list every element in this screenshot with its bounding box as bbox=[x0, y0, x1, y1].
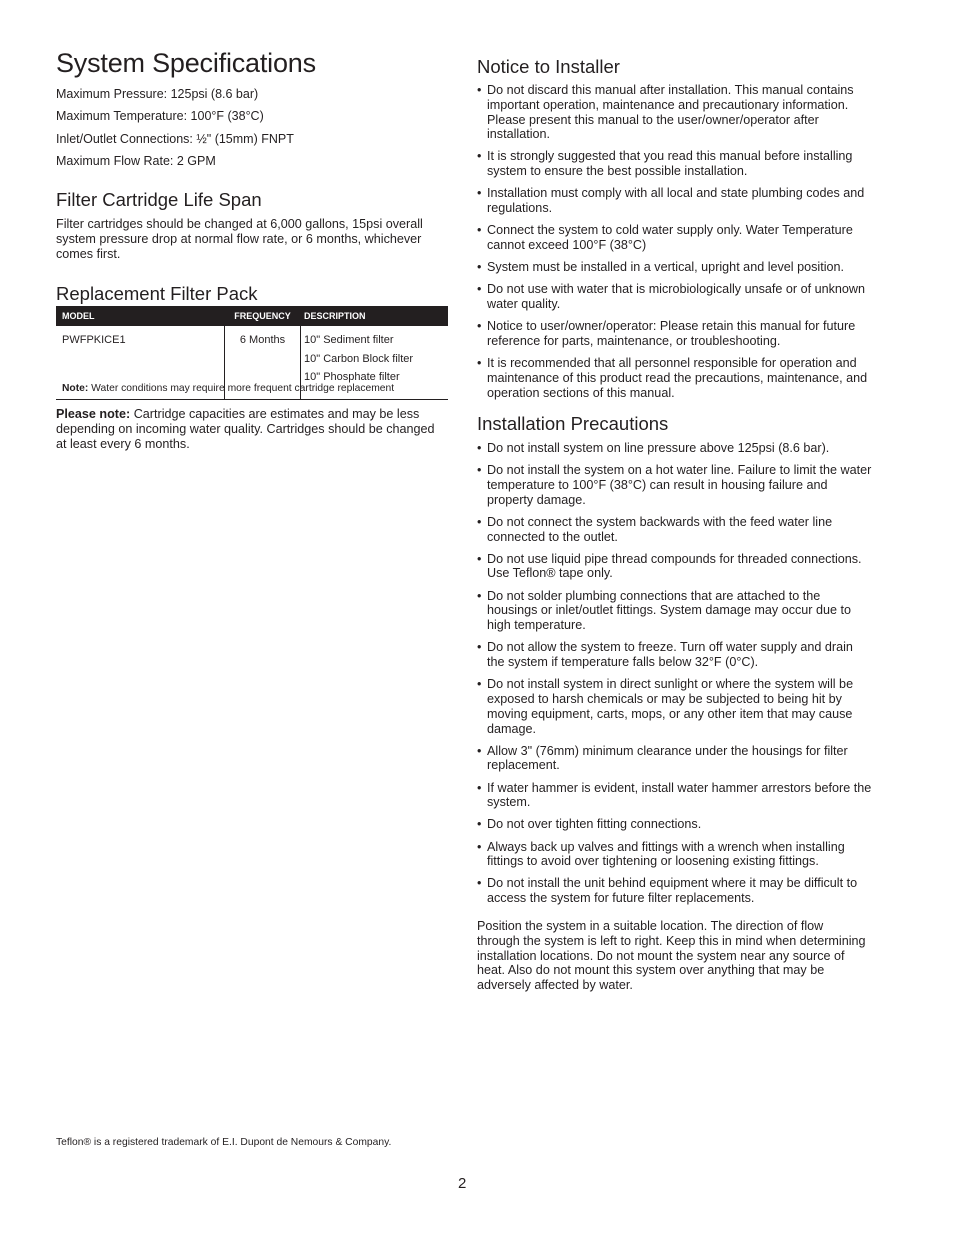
replacement-title: Replacement Filter Pack bbox=[56, 283, 258, 304]
spec-pressure: Maximum Pressure: 125psi (8.6 bar) bbox=[56, 87, 259, 101]
note-label: Note: bbox=[62, 383, 89, 394]
note-text: Water conditions may require more frequent cartridge replacement bbox=[88, 383, 395, 394]
list-item: • Do not use liquid pipe thread compounds for threaded connections. Use Teflon® tape only. bbox=[477, 552, 872, 582]
description-item: 10" Phosphate filter bbox=[304, 371, 400, 383]
page-number: 2 bbox=[458, 1175, 467, 1192]
list-item: • Do not over tighten fitting connections. bbox=[477, 817, 872, 832]
list-item: • Do not connect the system backwards with the feed water line connected to the outlet. bbox=[477, 515, 872, 545]
table-header-row bbox=[56, 306, 448, 326]
cell-model: PWFPKICE1 bbox=[62, 334, 126, 346]
header-model: MODEL bbox=[62, 311, 95, 321]
list-item: • It is recommended that all personnel responsible for operation and maintenance of this product read the precautions, maintenance, and operation sections of this manual. bbox=[477, 356, 872, 400]
list-item: • Do not allow the system to freeze. Turn off water supply and drain the system if temperature falls below 32°F (0°C). bbox=[477, 640, 872, 670]
header-frequency: FREQUENCY bbox=[234, 311, 291, 321]
list-item: • Always back up valves and fittings with a wrench when installing fittings to avoid over tightening or loosening existing fittings. bbox=[477, 840, 872, 870]
description-item: 10" Sediment filter bbox=[304, 334, 394, 346]
list-item: • Do not install system in direct sunlight or where the system will be exposed to harsh chemicals or may be subjected to being hit by moving equipment, carts, mops, or any other item that may cause damage. bbox=[477, 677, 872, 736]
system-specs-title: System Specifications bbox=[56, 48, 316, 78]
please-note-label: Please note: bbox=[56, 407, 131, 421]
spec-flow-rate: Maximum Flow Rate: 2 GPM bbox=[56, 154, 216, 168]
life-span-title: Filter Cartridge Life Span bbox=[56, 189, 262, 210]
list-item: • Allow 3" (76mm) minimum clearance under the housings for filter replacement. bbox=[477, 744, 872, 774]
list-item: • Do not install system on line pressure above 125psi (8.6 bar). bbox=[477, 441, 872, 456]
please-note-text: Cartridge capacities are estimates and may be less depending on incoming water quality. Cartridges should be changed at least every 6 months. bbox=[56, 407, 435, 451]
header-description: DESCRIPTION bbox=[304, 311, 366, 321]
list-item: • Notice to user/owner/operator: Please retain this manual for future reference for parts, maintenance, or troubleshooting. bbox=[477, 319, 872, 349]
list-item: • Do not solder plumbing connections that are attached to the housings or inlet/outlet fittings. System damage may occur due to high temperature. bbox=[477, 589, 872, 633]
list-item: • Do not use with water that is microbiologically unsafe or of unknown water quality. bbox=[477, 282, 872, 312]
list-item: • Connect the system to cold water supply only. Water Temperature cannot exceed 100°F (38°C) bbox=[477, 223, 872, 253]
notice-list bbox=[477, 83, 872, 408]
list-item: • Do not discard this manual after installation. This manual contains important operation, maintenance and precautionary information. Please present this manual to the user/owner/operator after installation. bbox=[477, 83, 872, 142]
list-item: • Do not install the unit behind equipment where it may be difficult to access the system for future filter replacements. bbox=[477, 876, 872, 906]
spec-connections: Inlet/Outlet Connections: ½" (15mm) FNPT bbox=[56, 132, 294, 146]
list-item: • It is strongly suggested that you read this manual before installing system to ensure the best possible installation. bbox=[477, 149, 872, 179]
precautions-closing: Position the system in a suitable location. The direction of flow through the system is left to right. Keep this in mind when determining installation locations. Do not mount the system near any source of heat. Also do not mount this system over anything that may be adversely affected by water. bbox=[477, 919, 866, 993]
table-note bbox=[62, 383, 394, 394]
precautions-title: Installation Precautions bbox=[477, 413, 669, 434]
notice-title: Notice to Installer bbox=[477, 56, 620, 77]
cell-frequency: 6 Months bbox=[224, 326, 301, 399]
precautions-list bbox=[477, 441, 872, 913]
list-item: • Do not install the system on a hot water line. Failure to limit the water temperature to 100°F (38°C) can result in housing failure and property damage. bbox=[477, 463, 872, 507]
trademark-note: Teflon® is a registered trademark of E.I. Dupont de Nemours & Company. bbox=[56, 1137, 392, 1148]
list-item: • Installation must comply with all local and state plumbing codes and regulations. bbox=[477, 186, 872, 216]
please-note-paragraph bbox=[56, 407, 448, 451]
list-item: • If water hammer is evident, install water hammer arrestors before the system. bbox=[477, 781, 872, 811]
list-item: • System must be installed in a vertical, upright and level position. bbox=[477, 260, 872, 275]
life-span-text: Filter cartridges should be changed at 6,000 gallons, 15psi overall system pressure drop at normal flow rate, or 6 months, whichever comes first. bbox=[56, 217, 423, 261]
description-item: 10" Carbon Block filter bbox=[304, 352, 414, 365]
spec-temperature: Maximum Temperature: 100°F (38°C) bbox=[56, 109, 264, 123]
